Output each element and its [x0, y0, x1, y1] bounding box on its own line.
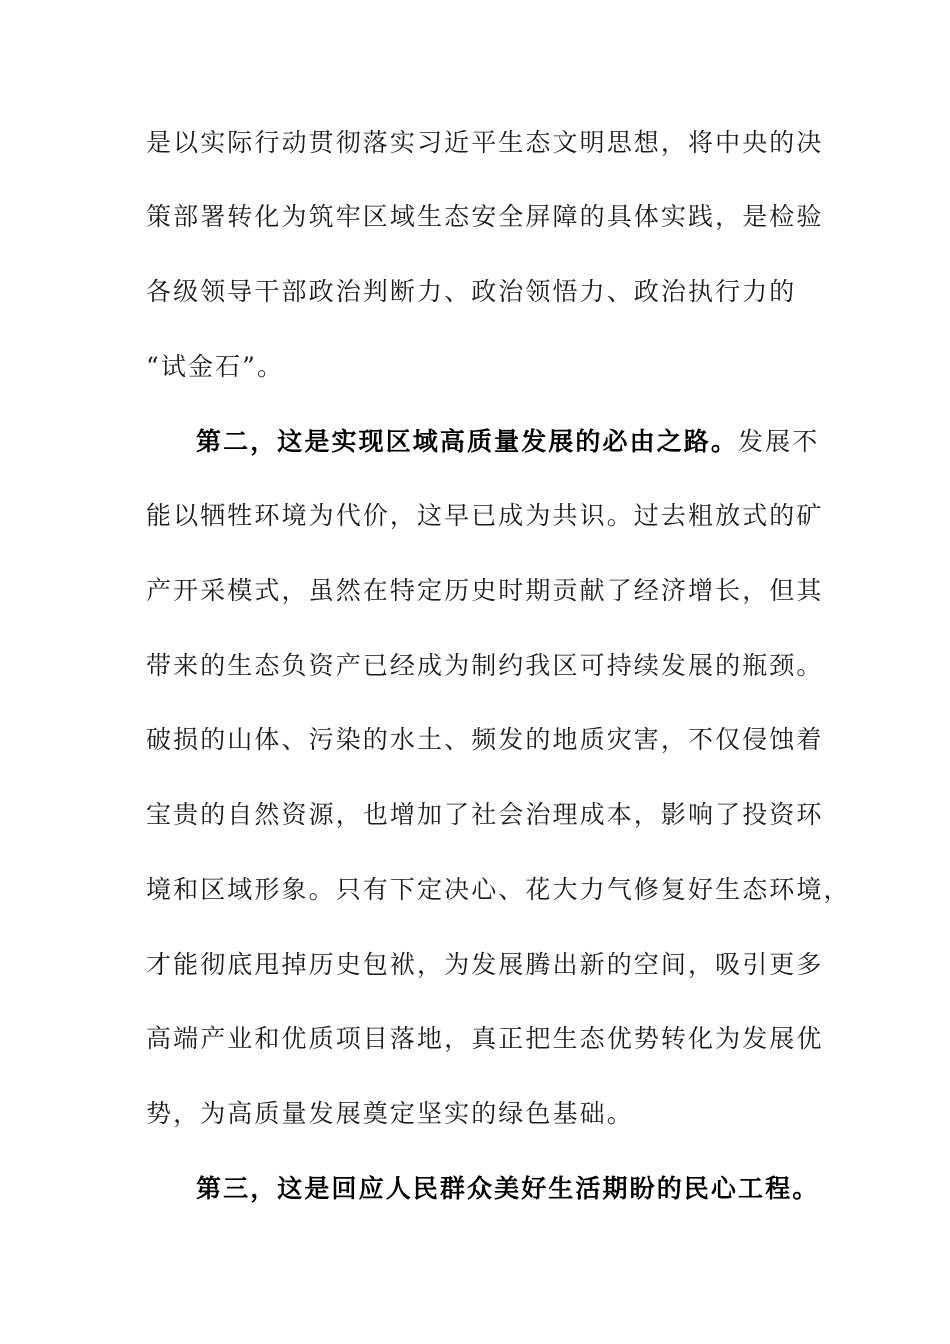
paragraph-line: 策部署转化为筑牢区域生态安全屏障的具体实践，是检验 — [146, 202, 824, 231]
paragraph-line: 能以牺牲环境为代价，这早已成为共识。过去粗放式的矿 — [146, 501, 824, 530]
point-two-lead: 发展不 — [738, 427, 820, 456]
paragraph-line: 宝贵的自然资源，也增加了社会治理成本，影响了投资环 — [146, 800, 824, 829]
paragraph-line: 各级领导干部政治判断力、政治领悟力、政治执行力的 — [146, 277, 797, 306]
point-three-heading: 第三，这是回应人民群众美好生活期盼的民心工程。 — [196, 1174, 820, 1203]
point-two-heading: 第二，这是实现区域高质量发展的必由之路。 — [196, 427, 739, 456]
paragraph-line: 境和区域形象。只有下定决心、花大力气修复好生态环境， — [146, 875, 851, 904]
paragraph-line: 破损的山体、污染的水土、频发的地质灾害，不仅侵蚀着 — [146, 725, 824, 754]
paragraph-line: 势，为高质量发展奠定坚实的绿色基础。 — [146, 1099, 634, 1128]
paragraph-line: 才能彻底甩掉历史包袱，为发展腾出新的空间，吸引更多 — [146, 950, 824, 979]
paragraph-line: “试金石”。 — [146, 352, 285, 381]
point-two-line — [196, 426, 819, 458]
paragraph-line: 带来的生态负资产已经成为制约我区可持续发展的瓶颈。 — [146, 651, 824, 680]
paragraph-line: 高端产业和优质项目落地，真正把生态优势转化为发展优 — [146, 1024, 824, 1053]
paragraph-line: 是以实际行动贯彻落实习近平生态文明思想，将中央的决 — [146, 128, 824, 157]
paragraph-line: 产开采模式，虽然在特定历史时期贡献了经济增长，但其 — [146, 576, 824, 605]
